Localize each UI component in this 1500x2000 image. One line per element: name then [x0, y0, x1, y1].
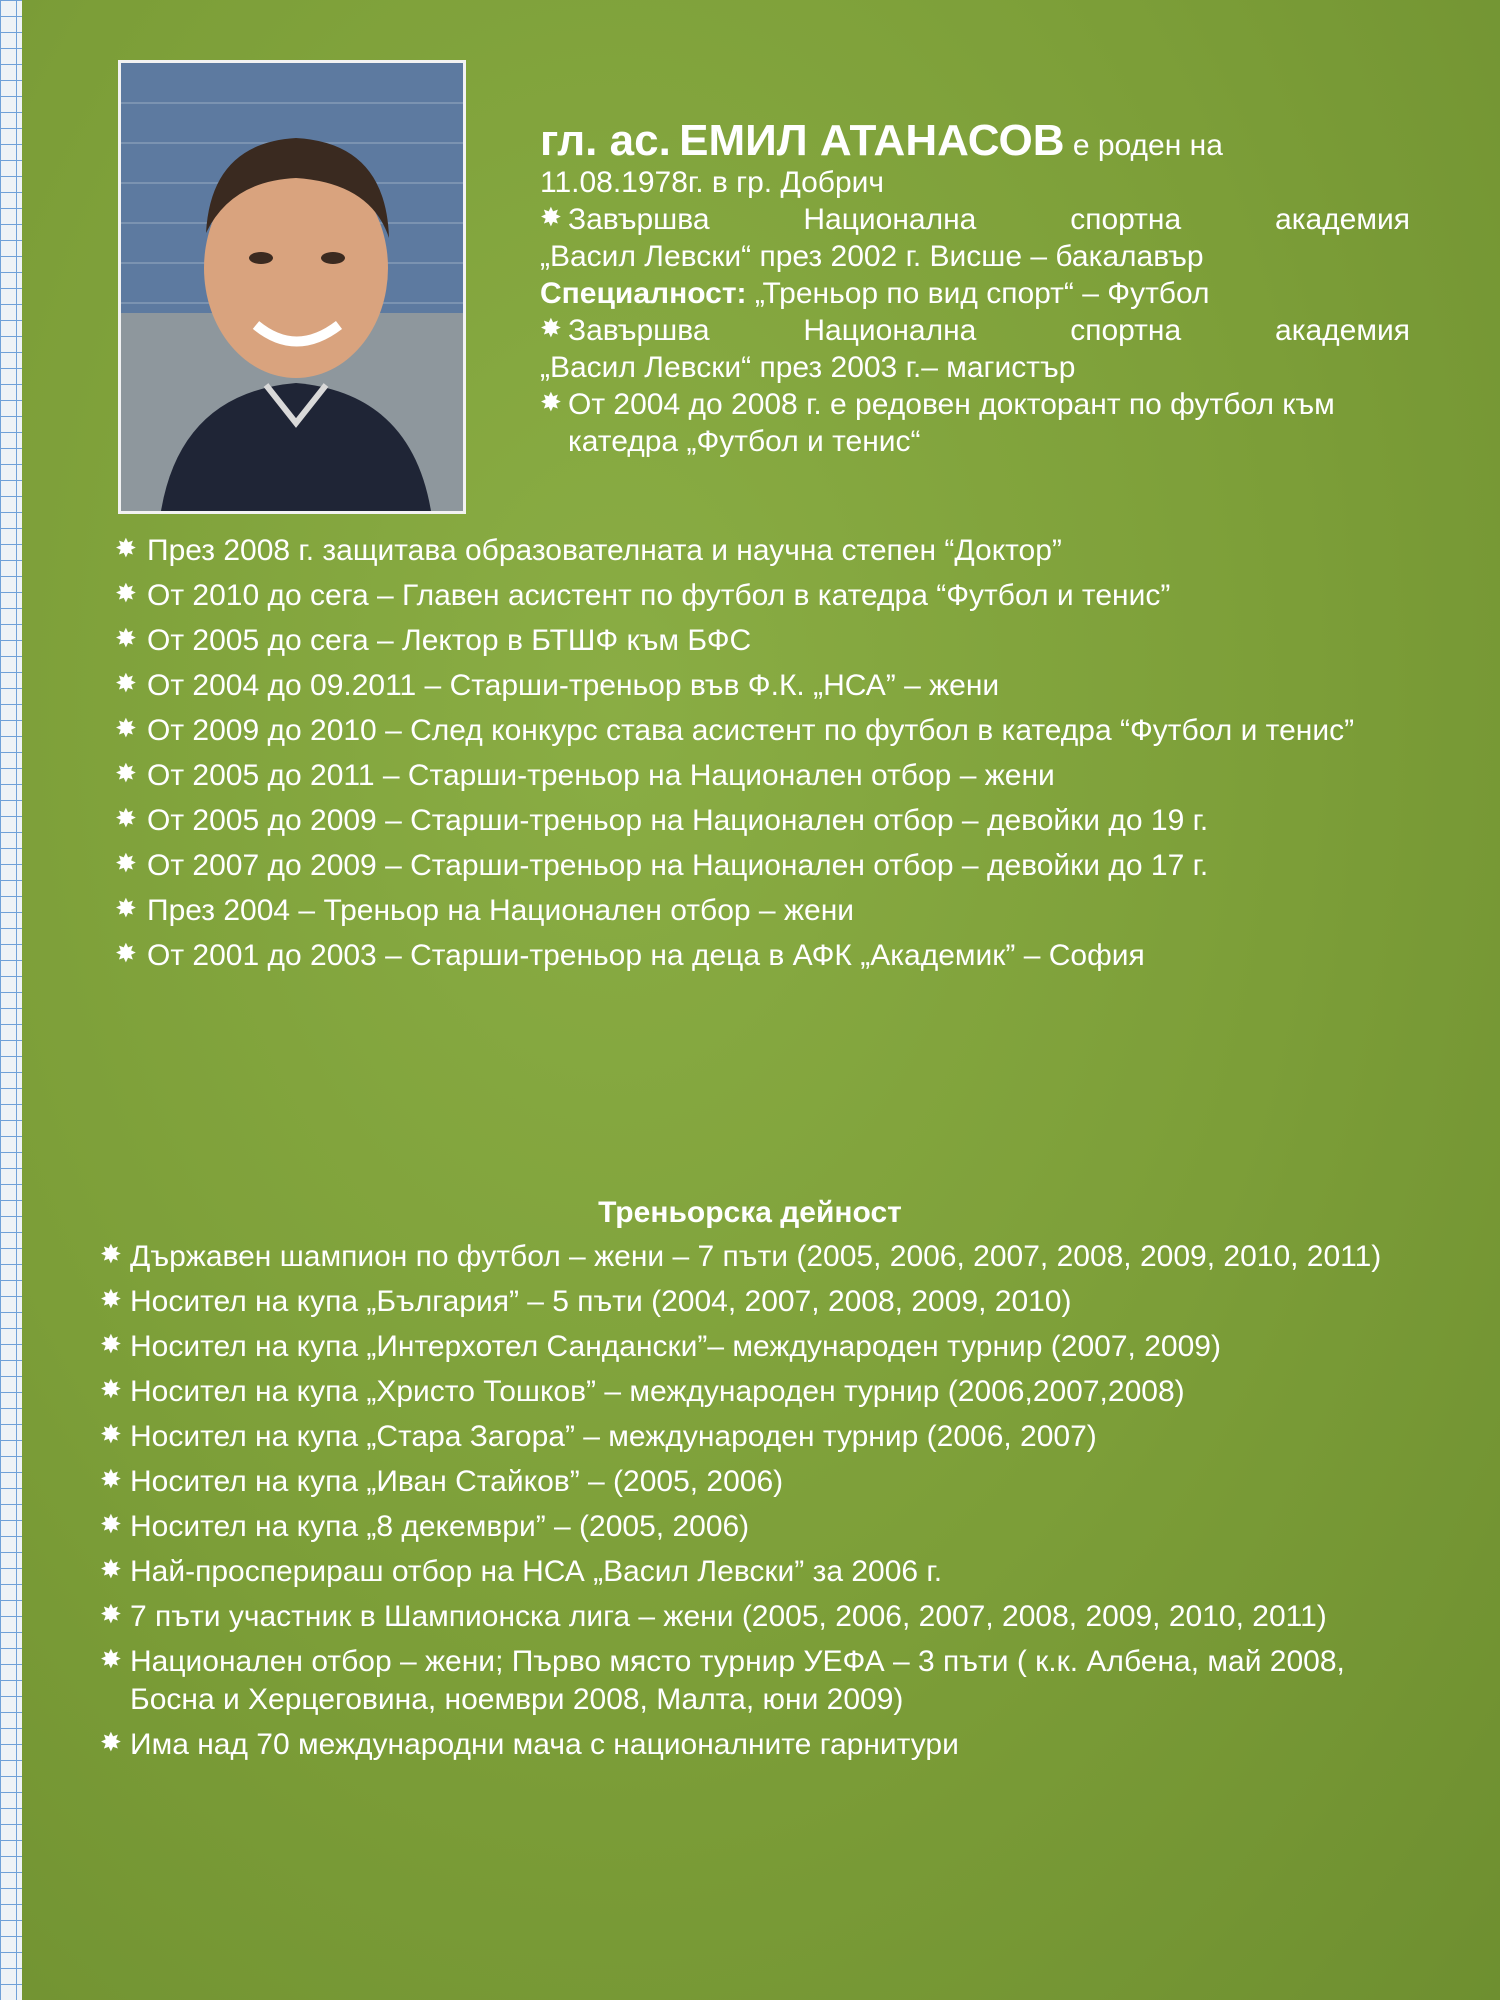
- bullet-icon: ✸: [115, 758, 137, 788]
- portrait-photo: [118, 60, 466, 514]
- item-text: Национален отбор – жени; Първо място турнир УЕФА – 3 пъти ( к.к. Албена, май 2008, Босна и Херцеговина, ноември 2008, Малта, юни 2009): [130, 1645, 1345, 1716]
- list-item: [115, 892, 1395, 929]
- bullet-icon: ✸: [540, 313, 562, 343]
- bullet-icon: ✸: [115, 578, 137, 608]
- list-item: [100, 1328, 1390, 1366]
- bio-text: Завършва Национална спортна академия: [568, 314, 1410, 347]
- bullet-icon: ✸: [100, 1464, 122, 1494]
- bullet-icon: ✸: [100, 1644, 122, 1674]
- bio-text: „Васил Левски“ през 2003 г.– магистър: [540, 351, 1076, 384]
- list-item: [100, 1418, 1390, 1456]
- item-text: Носител на купа „Христо Тошков” – международен турнир (2006,2007,2008): [130, 1375, 1185, 1408]
- coaching-list: [100, 1238, 1390, 1771]
- bullet-icon: ✸: [115, 623, 137, 653]
- list-item: [115, 757, 1395, 794]
- item-text: От 2009 до 2010 – След конкурс става асистент по футбол в катедра “Футбол и тенис”: [147, 714, 1355, 747]
- item-text: Носител на купа „Стара Загора” – международен турнир (2006, 2007): [130, 1420, 1097, 1453]
- graph-paper-edge: [0, 0, 22, 2000]
- item-text: От 2005 до 2011 – Старши-треньор на Национален отбор – жени: [147, 759, 1055, 792]
- list-item: [100, 1508, 1390, 1546]
- list-item: [100, 1598, 1390, 1636]
- bullet-icon: ✸: [115, 848, 137, 878]
- bullet-icon: ✸: [115, 803, 137, 833]
- bio-text: Завършва Национална спортна академия: [568, 203, 1410, 236]
- portrait-illustration: [121, 63, 463, 511]
- bullet-icon: ✸: [100, 1284, 122, 1314]
- item-text: От 2004 до 09.2011 – Старши-треньор във Ф.К. „НСА” – жени: [147, 669, 1000, 702]
- list-item: [100, 1553, 1390, 1591]
- list-item: [115, 577, 1395, 614]
- list-item: [115, 847, 1395, 884]
- list-item: [115, 667, 1395, 704]
- bio-item: [540, 201, 1410, 238]
- bullet-icon: ✸: [115, 938, 137, 968]
- bio-item: [540, 312, 1410, 349]
- item-text: Най-просперираш отбор на НСА „Васил Левски” за 2006 г.: [130, 1555, 943, 1588]
- name-tail: е роден на: [1072, 129, 1223, 162]
- item-text: 7 пъти участник в Шампионска лига – жени (2005, 2006, 2007, 2008, 2009, 2010, 2011): [130, 1600, 1327, 1633]
- bullet-icon: ✸: [100, 1599, 122, 1629]
- career-list: [115, 532, 1395, 982]
- list-item: [115, 532, 1395, 569]
- item-text: Държавен шампион по футбол – жени – 7 пъти (2005, 2006, 2007, 2008, 2009, 2010, 2011): [130, 1240, 1382, 1273]
- bio-block: [540, 116, 1410, 460]
- bullet-icon: ✸: [100, 1419, 122, 1449]
- bullet-icon: ✸: [115, 713, 137, 743]
- list-item: [115, 937, 1395, 974]
- item-text: Има над 70 международни мача с националните гарнитури: [130, 1728, 959, 1761]
- bio-text: От 2004 до 2008 г. е редовен докторант по футбол към катедра „Футбол и тенис“: [568, 388, 1335, 458]
- bullet-icon: ✸: [115, 533, 137, 563]
- bullet-icon: ✸: [540, 387, 562, 417]
- bullet-icon: ✸: [540, 202, 562, 232]
- header-line: [540, 116, 1410, 165]
- bullet-icon: ✸: [100, 1374, 122, 1404]
- list-item: [100, 1643, 1390, 1719]
- item-text: Носител на купа „Иван Стайков” – (2005, 2006): [130, 1465, 784, 1498]
- bullet-icon: ✸: [100, 1727, 122, 1757]
- item-text: През 2004 – Треньор на Национален отбор – жени: [147, 894, 855, 927]
- list-item: [115, 712, 1395, 749]
- list-item: [100, 1283, 1390, 1321]
- bullet-icon: ✸: [100, 1554, 122, 1584]
- bullet-icon: ✸: [115, 668, 137, 698]
- title-prefix: гл. ас.: [540, 116, 671, 165]
- bullet-icon: ✸: [100, 1239, 122, 1269]
- item-text: Носител на купа „8 декември” – (2005, 2006): [130, 1510, 750, 1543]
- bio-item: [540, 386, 1410, 460]
- bullet-icon: ✸: [115, 893, 137, 923]
- list-item: [115, 802, 1395, 839]
- item-text: От 2001 до 2003 – Старши-треньор на деца в АФК „Академик” – София: [147, 939, 1145, 972]
- list-item: [115, 622, 1395, 659]
- section-title: Треньорска дейност: [598, 1196, 902, 1229]
- list-item: [100, 1463, 1390, 1501]
- list-item: [100, 1238, 1390, 1276]
- list-item: [100, 1726, 1390, 1764]
- item-text: От 2010 до сега – Главен асистент по футбол в катедра “Футбол и тенис”: [147, 579, 1171, 612]
- item-text: От 2005 до 2009 – Старши-треньор на Национален отбор – девойки до 19 г.: [147, 804, 1209, 837]
- item-text: Носител на купа „България” – 5 пъти (2004, 2007, 2008, 2009, 2010): [130, 1285, 1072, 1318]
- bullet-icon: ✸: [100, 1329, 122, 1359]
- item-text: През 2008 г. защитава образователната и научна степен “Доктор”: [147, 534, 1062, 567]
- item-text: Носител на купа „Интерхотел Сандански”– международен турнир (2007, 2009): [130, 1330, 1221, 1363]
- specialty-label: Специалност:: [540, 277, 747, 310]
- item-text: От 2005 до сега – Лектор в БТШФ към БФС: [147, 624, 752, 657]
- person-name: ЕМИЛ АТАНАСОВ: [679, 116, 1065, 165]
- bio-text: „Васил Левски“ през 2002 г. Висше – бакалавър: [540, 240, 1204, 273]
- list-item: [100, 1373, 1390, 1411]
- item-text: От 2007 до 2009 – Старши-треньор на Национален отбор – девойки до 17 г.: [147, 849, 1209, 882]
- born-line: 11.08.1978г. в гр. Добрич: [540, 166, 885, 199]
- specialty-value: „Треньор по вид спорт“ – Футбол: [754, 277, 1210, 310]
- specialty-line: [540, 275, 1410, 312]
- bullet-icon: ✸: [100, 1509, 122, 1539]
